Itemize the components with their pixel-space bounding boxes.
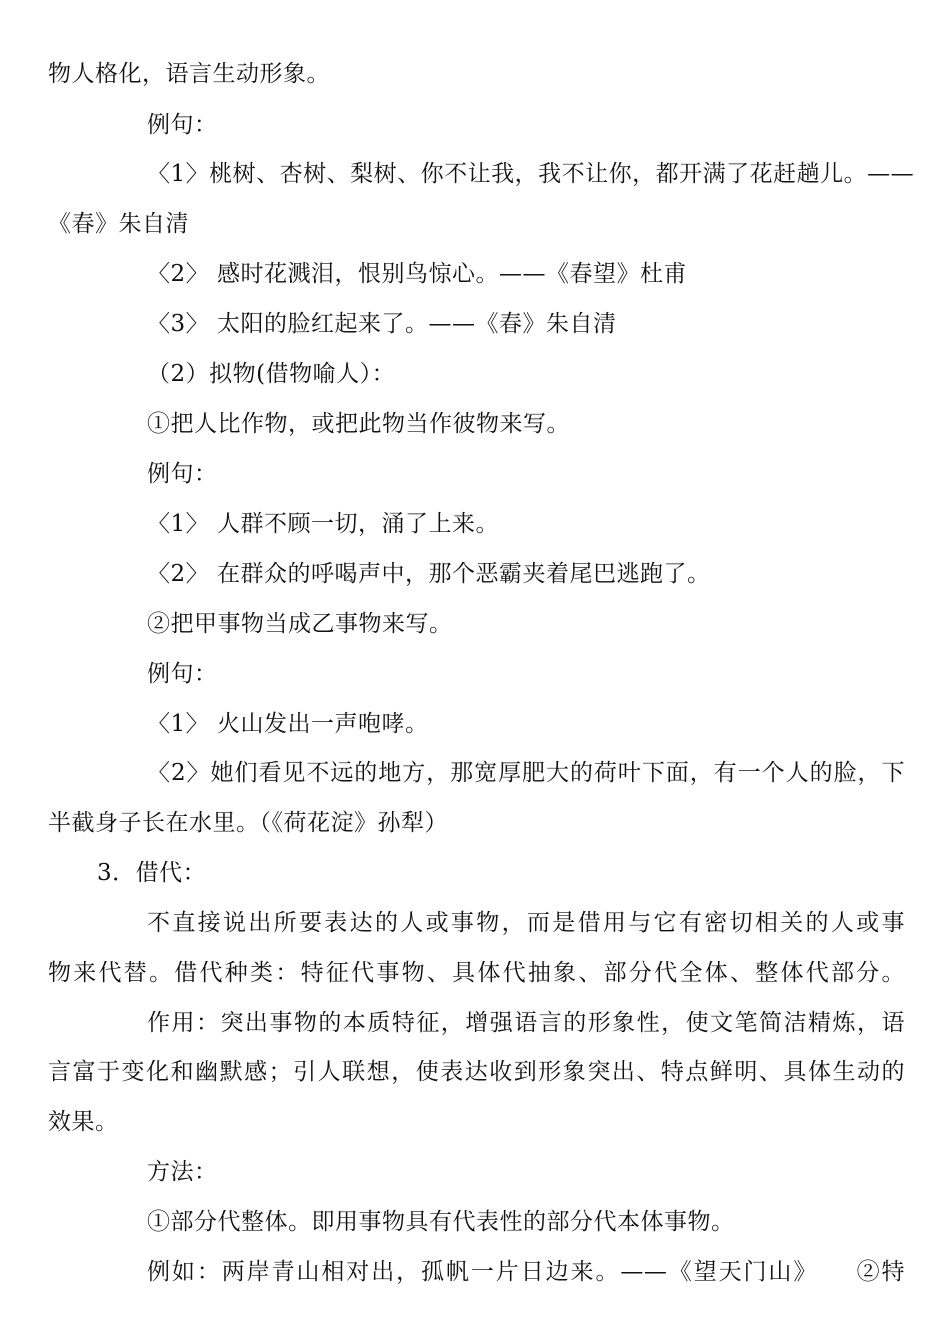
example-source: 《春》朱自清 xyxy=(48,211,189,237)
example-line: 〈1〉 人群不顾一切，涌了上来。 xyxy=(147,511,499,537)
example-heading: 例句： xyxy=(147,661,218,687)
paragraph-line: 言富于变化和幽默感；引人联想，使表达收到形象突出、特点鲜明、具体生动的 xyxy=(48,1059,905,1085)
text-line: ②把甲事物当成乙事物来写。 xyxy=(147,611,453,637)
example-heading: 例句： xyxy=(147,112,218,138)
example-line: 〈1〉 火山发出一声咆哮。 xyxy=(147,711,429,737)
paragraph-line: 不直接说出所要表达的人或事物，而是借用与它有密切相关的人或事 xyxy=(147,910,905,936)
example-line: 〈2〉她们看见不远的地方，那宽厚肥大的荷叶下面，有一个人的脸，下 xyxy=(147,760,905,786)
example-line: 〈1〉桃树、杏树、梨树、你不让我，我不让你，都开满了花赶趟儿。—— xyxy=(147,161,915,187)
subsection-heading: （2）拟物(借物喻人）： xyxy=(147,361,396,387)
paragraph-line: 作用：突出事物的本质特征，增强语言的形象性，使文笔简洁精炼，语 xyxy=(147,1010,905,1036)
example-heading: 例句： xyxy=(147,461,218,487)
paragraph-line: 物来代替。借代种类：特征代事物、具体代抽象、部分代全体、整体代部分。 xyxy=(48,960,905,986)
example-line-continued: 半截身子长在水里。（《荷花淀》孙犁） xyxy=(48,810,448,836)
paragraph-line: 效果。 xyxy=(48,1109,119,1135)
example-line: 〈3〉 太阳的脸红起来了。——《春》朱自清 xyxy=(147,311,617,337)
example-line: 例如：两岸青山相对出，孤帆一片日边来。——《望天门山》 ②特 xyxy=(147,1259,905,1285)
text-line: ①把人比作物，或把此物当作彼物来写。 xyxy=(147,411,570,437)
section-heading: 3．借代： xyxy=(97,860,207,886)
method-heading: 方法： xyxy=(147,1159,218,1185)
text-line-1: 物人格化，语言生动形象。 xyxy=(48,61,330,87)
example-line: 〈2〉 感时花溅泪，恨别鸟惊心。——《春望》杜甫 xyxy=(147,261,687,287)
example-line: 〈2〉 在群众的呼喝声中，那个恶霸夹着尾巴逃跑了。 xyxy=(147,561,711,587)
text-line: ①部分代整体。即用事物具有代表性的部分代本体事物。 xyxy=(147,1209,735,1235)
